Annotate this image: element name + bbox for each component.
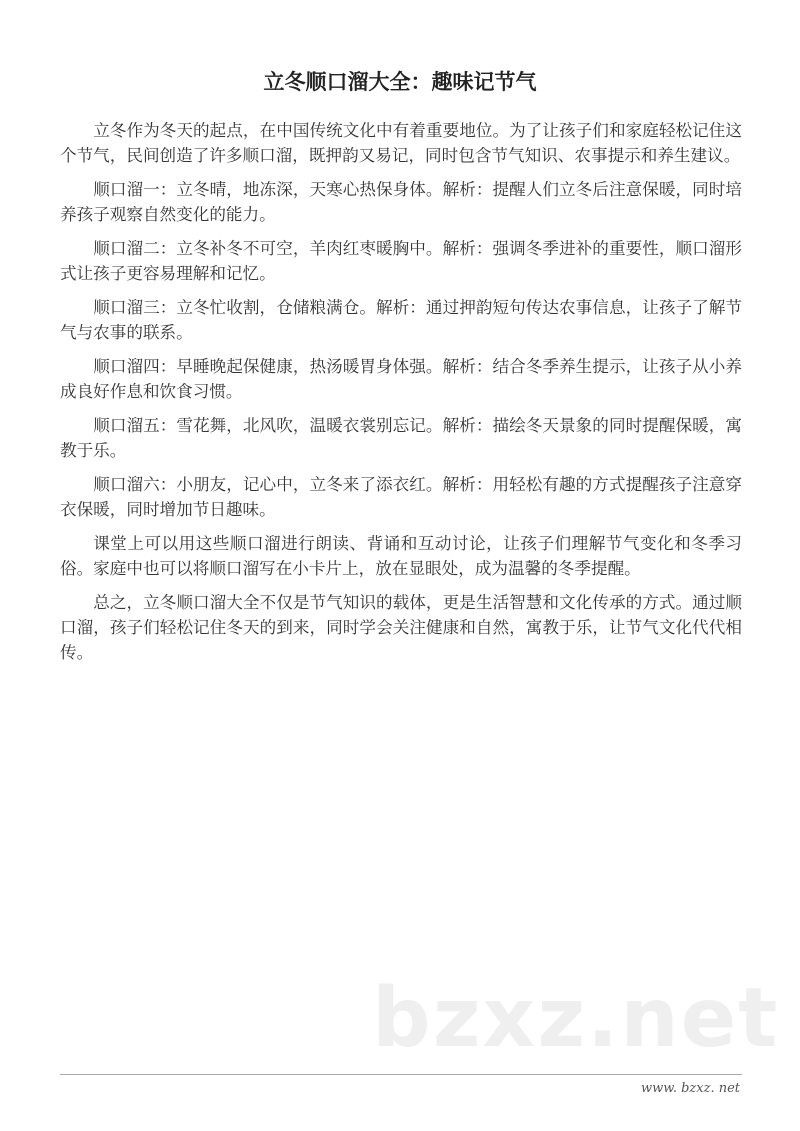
paragraph-rhyme-1: 顺口溜一：立冬晴，地冻深，天寒心热保身体。解析：提醒人们立冬后注意保暖，同时培养孩子观察自然变化的能力。 xyxy=(60,180,742,224)
footer-divider xyxy=(60,1074,742,1075)
paragraph-intro: 立冬作为冬天的起点，在中国传统文化中有着重要地位。为了让孩子们和家庭轻松记住这个节气，民间创造了许多顺口溜，既押韵又易记，同时包含节气知识、农事提示和养生建议。 xyxy=(60,121,742,165)
document-title: 立冬顺口溜大全：趣味记节气 xyxy=(263,70,537,94)
watermark: bzxz.net xyxy=(372,971,780,1066)
footer-url: www. bzxz. net xyxy=(640,1081,740,1096)
document-body xyxy=(60,118,742,674)
paragraph-rhyme-6: 顺口溜六：小朋友，记心中，立冬来了添衣红。解析：用轻松有趣的方式提醒孩子注意穿衣保暖，同时增加节日趣味。 xyxy=(60,475,742,519)
paragraph-rhyme-2: 顺口溜二：立冬补冬不可空，羊肉红枣暖胸中。解析：强调冬季进补的重要性，顺口溜形式让孩子更容易理解和记忆。 xyxy=(60,239,742,283)
paragraph-rhyme-3: 顺口溜三：立冬忙收割，仓储粮满仓。解析：通过押韵短句传达农事信息，让孩子了解节气与农事的联系。 xyxy=(60,298,742,342)
paragraph-conclusion: 总之，立冬顺口溜大全不仅是节气知识的载体，更是生活智慧和文化传承的方式。通过顺口溜，孩子们轻松记住冬天的到来，同时学会关注健康和自然，寓教于乐，让节气文化代代相传。 xyxy=(60,593,742,662)
paragraph-rhyme-4: 顺口溜四：早睡晚起保健康，热汤暖胃身体强。解析：结合冬季养生提示，让孩子从小养成良好作息和饮食习惯。 xyxy=(60,357,742,401)
paragraph-rhyme-5: 顺口溜五：雪花舞，北风吹，温暖衣裳别忘记。解析：描绘冬天景象的同时提醒保暖，寓教于乐。 xyxy=(60,416,742,460)
paragraph-usage: 课堂上可以用这些顺口溜进行朗读、背诵和互动讨论，让孩子们理解节气变化和冬季习俗。家庭中也可以将顺口溜写在小卡片上，放在显眼处，成为温馨的冬季提醒。 xyxy=(60,534,742,578)
